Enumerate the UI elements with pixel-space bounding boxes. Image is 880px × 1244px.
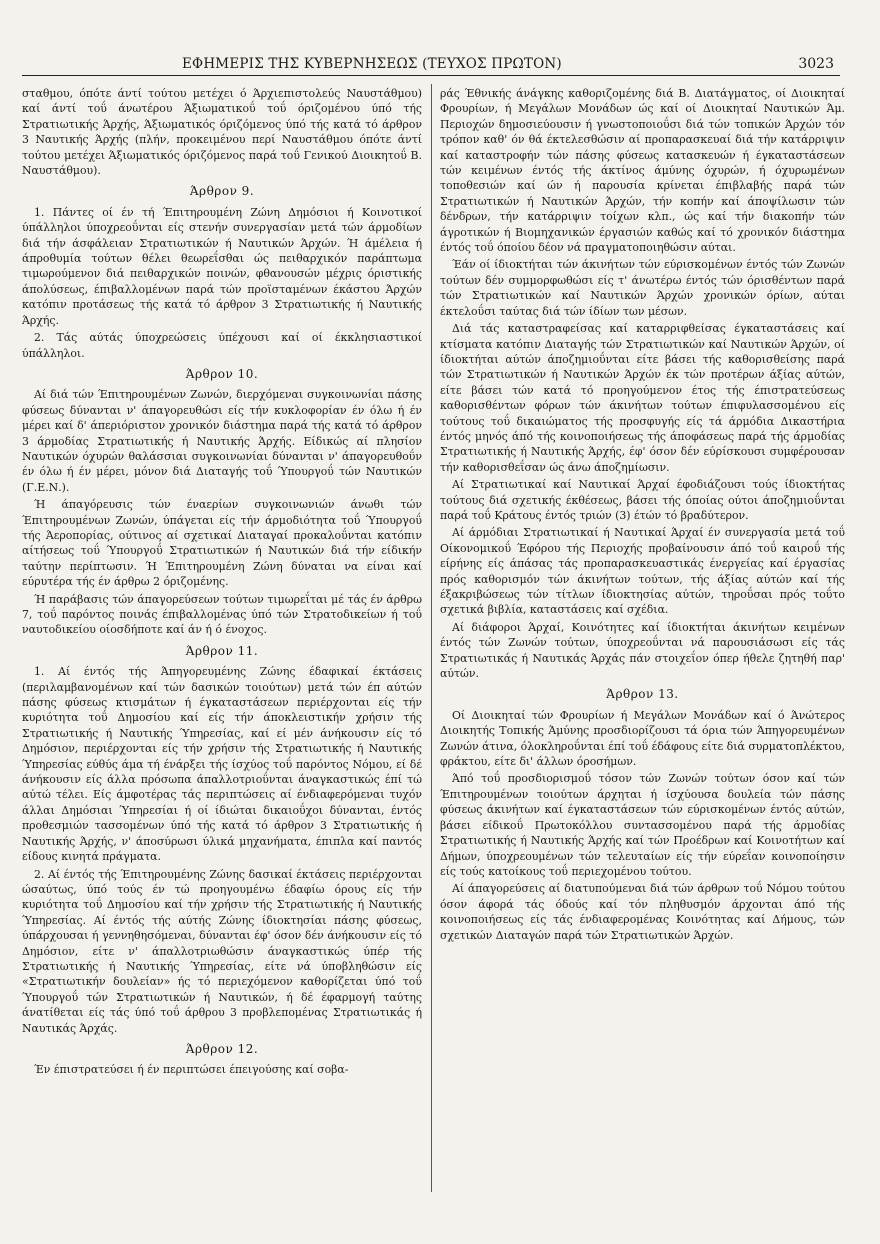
paragraph: 1. Πάντες οί έν τή Έπιτηρουμένη Ζώνη Δημόσιοι ή Κοινοτικοί ύπάλληλοι ύποχρεοΰνται είς στενήν συνεργασίαν μετά τών άρμοδίων διά τήν άσφάλειαν Στρατιωτικών ή Ναυτικών Άρχών. Ή άμέλεια ή άπροθυμία τούτων θέλει θεωρεΐσθαι ώς πειθαρχικόν παράπτωμα τιμωρούμενον διά πειθαρχικών ποινών, φθανουσών μέχρις όριστικής άπολύσεως, έπιβαλλομένων παρά τών προϊσταμένων έκάστου Άρχών κατόπιν προτάσεως τής κατά τό άρθρον 3 Στρατιωτικής ή Ναυτικής Άρχής. xyxy=(22,205,422,327)
paragraph: Διά τάς καταστραφείσας καί καταρριφθείσας έγκαταστάσεις καί κτίσματα κατόπιν Διαταγής τών Στρατιωτικών καί Ναυτικών Άρχών, οί ίδιοκτήται αύτών άποζημιοΰνται είτε βάσει τής καθορισθείσης παρά τών Στρατιωτικών ή Ναυτικών Άρχών έκ τών προτέρων άξίας αύτών, είτε βάσει τών κατά τό προηγούμενον έτος τής έπιστρατεύσεως καθορισθέντων φόρων τών άκινήτων τούτων έπιφυλασσομένου είς τούτους τοΰ δικαιώματος τής προσφυγής είς τά άρμόδια Δικαστήρια έντός μηνός άπό τής κοινοποιήσεως τής άποφάσεως παρά τής άρμοδίας Στρατιωτικής ή Ναυτικής Άρχής, έφ' όσον δέν εύρίσκουσι συμφέρουσαν τήν καθορισθεΐσαν ώς άνω άποζημίωσιν. xyxy=(440,322,845,474)
paragraph: Άπό τοΰ προσδιορισμοΰ τόσον τών Ζωνών τούτων όσον καί τών Έπιτηρουμένων τοιούτων άρχηται ή ίσχύουσα δουλεία τών πάσης φύσεως άκινήτων καί έγκαταστάσεων τών εύρισκομένων έντός αύτών, βάσει είδικοΰ Πρωτοκόλλου συντασσομένου παρά τής άρμοδίας Στρατιωτικής ή Ναυτικής Άρχής καί τών Προέδρων καί Κοινοτήτων καί Δήμων, ύποχρεουμένων τών τελευταίων είς τήν εύρεΐαν κοινοποίησιν είς τούς κατοίκους τοΰ περιεχομένου τούτου. xyxy=(440,772,845,878)
paragraph: Αί διά τών Έπιτηρουμένων Ζωνών, διερχόμεναι συγκοινωνίαι πάσης φύσεως δύνανται ν' άπαγορευθώσι είς τήν κυκλοφορίαν έν όλω ή έν μέρει καί δ' άπεριόριστον χρονικόν διάστημα παρά τής κατά τό άρθρον 3 άρμοδίας Στρατιωτικής ή Ναυτικής Άρχής. Είδικώς αί πλησίον Ναυτικών όχυρών θαλάσσιαι συγκοινωνίαι δύνανται ν' άπαγορευθοΰν έν όλω ή έν μέρει, μόνον διά Διαταγής τοΰ Ύπουργοΰ τών Ναυτικών (Γ.Ε.Ν.). xyxy=(22,388,422,494)
paragraph: Αί άρμόδιαι Στρατιωτικαί ή Ναυτικαί Άρχαί έν συνεργασία μετά τοΰ Οίκονομικοΰ Έφόρου τής Περιοχής προβαίνουσιν άπό τοΰ καιροΰ τής είρήνης είς άπάσας τάς προπαρασκευαστικάς ένεργείας καί έργασίας πρός καθορισμόν τών άκινήτων τούτων, τής άξίας αύτών καί τής έξακριβώσεως τών τίτλων ίδιοκτησίας αύτών, τηροΰσαι πρός τοΰτο σχετικά βιβλία, καταστάσεις καί σχέδια. xyxy=(440,526,845,617)
paragraph: Ή παράβασις τών άπαγορεύσεων τούτων τιμωρεΐται μέ τάς έν άρθρω 7, τοΰ παρόντος ποινάς έπιβαλλομένας ύπό τών Στρατοδικείων ή τοΰ ναυτοδικείου οίοσδήποτε καί άν ή ό ένοχος. xyxy=(22,592,422,637)
paragraph: Ή άπαγόρευσις τών έναερίων συγκοινωνιών άνωθι τών Έπιτηρουμένων Ζωνών, ύπάγεται είς τήν άρμοδιότητα τοΰ Ύπουργοΰ τής Άεροπορίας, ούτινος αί σχετικαί Διαταγαί προκαλοΰνται κατόπιν αίτήσεως τοΰ Ύπουργοΰ Στρατιωτικών ή Ναυτικών διά τήν είδικήν ταύτην περίπτωσιν. Ή Έπιτηρουμένη Ζώνη δύναται να είναι καί εύρυτέρα τής έν άρθρω 2 όριζομένης. xyxy=(22,498,422,589)
paragraph: Αί άπαγορεύσεις αί διατυπούμεναι διά τών άρθρων τοΰ Νόμου τούτου όσον άφορά τάς όδούς καί τόν πληθυσμόν άρχονται άπό τής κοινοποιήσεως είς τάς ένδιαφερομένας Κοινότητας καί Δήμους, τών σχετικών Διαταγών παρά τών Στρατιωτικών Άρχών. xyxy=(440,882,845,942)
paragraph: Έάν οί ίδιοκτήται τών άκινήτων τών εύρισκομένων έντός τών Ζωνών τούτων δέν συμμορφωθώσι είς τ' άνωτέρω έντός τών όρισθέντων παρά τών Στρατιωτικών καί Ναυτικών Άρχών χρονικών όρίων, αύται έκτελοΰσι ταύτας διά τών ίδίων των μέσων. xyxy=(440,258,845,318)
gazette-title: ΕΦΗΜΕΡΙΣ ΤΗΣ ΚΥΒΕΡΝΗΣΕΩΣ (ΤΕΥΧΟΣ ΠΡΩΤΟΝ) xyxy=(182,56,562,72)
paragraph: 1. Αί έντός τής Άπηγορευμένης Ζώνης έδαφικαί έκτάσεις (περιλαμβανομένων καί τών δασικών τοιούτων) μετά τών έπ αύτών πάσης φύσεως κτισμάτων ή έγκαταστάσεων περιέρχονται είς τήν κυριότητα τοΰ Δημοσίου καί είς τήν άποκλειστικήν χρήσιν τής Στρατιωτικής ή Ναυτικής Ύπηρεσίας, καί εί μέν άνήκουσιν είς τό Δημόσιον, περιέρχονται είς τήν χρήσιν τής Στρατιωτικής ή Ναυτικής Ύπηρεσίας εύθύς άμα τή ένάρξει τής ίσχύος τοΰ παρόντος Νόμου, εί δέ άνήκουσιν είς άλλα πρόσωπα άπαλλοτριοΰνται άναγκαστικώς έπί τώ αύτώ τέλει. Είς άμφοτέρας τάς περιπτώσεις αί ένδιαφερόμεναι τυχόν άλλαι Δημόσιαι Ύπηρεσίαι ή οί ίδιώται δικαιοΰχοι δύνανται, έντός προθεσμιών τασσομένων ύπό τής κατά τό άρθρον 3 Στρατιωτικής ή Ναυτικής Άρχής, ν' άποσύρωσι ύλικά μηχανήματα, έπιπλα καί παντός είδους κινητά πράγματα. xyxy=(22,665,422,864)
paragraph: ράς Έθνικής άνάγκης καθοριζομένης διά Β. Διατάγματος, οί Διοικηταί Φρουρίων, ή Μεγάλων Μονάδων ώς καί οί Διοικηταί Ναυτικών Άμ. Περιοχών δημοσιεύουσιν ή γνωστοποιοΰσι διά τών τοπικών Άρχών τόν τρόπον καθ' όν θά έκτελεσθώσιν αί προπαρασκευαί διά τήν κατάρριψιν καί καταστροφήν τών πάσης φύσεως κατασκευών ή έγκαταστάσεων τών κειμένων έντός τής άκτίνος άμύνης όχυρών, ή όχυρωμένων τοποθεσιών καί ών ή παρουσία κρίνεται έπιβλαβής παρά τών Στρατιωτικών ή Ναυτικών Άρχών, τήν κοπήν καί άποψίλωσιν τών δένδρων, τήν κατάρριψιν τοίχων κλπ., ώς καί τήν διακοπήν τών άγροτικών ή Βιομηχανικών έργασιών καθώς καί τό χρονικόν διάστημα έντός τοΰ όποίου δέον νά πραγματοποιηθώσιν αύται. xyxy=(440,87,845,255)
paragraph: Αί Στρατιωτικαί καί Ναυτικαί Άρχαί έφοδιάζουσι τούς ίδιοκτήτας τούτους διά σχετικής έκθέσεως, βάσει τής όποίας ούτοι άποζημιοΰνται παρά τοΰ Κράτους έντός τριών (3) έτών τό βραδύτερον. xyxy=(440,478,845,522)
page-header xyxy=(22,50,840,76)
article-heading: Άρθρον 13. xyxy=(606,687,679,702)
paragraph: 2. Τάς αύτάς ύποχρεώσεις ύπέχουσι καί οί έκκλησιαστικοί ύπάλληλοι. xyxy=(22,331,422,360)
paragraph: Αί διάφοροι Άρχαί, Κοινότητες καί ίδιοκτήται άκινήτων κειμένων έντός τών Ζωνών τούτων, ύποχρεοΰνται νά παρουσιάσωσι είς τάς Στρατιωτικάς ή Ναυτικάς Άρχάς πάν στοιχεΐον όπερ ήθελε ζητηθή παρ' αύτών. xyxy=(440,620,845,681)
page-number: 3023 xyxy=(798,56,834,72)
paragraph: σταθμου, όπότε άντί τούτου μετέχει ό Άρχιεπιστολεύς Ναυστάθμου) καί άντί τοΰ άνωτέρου Άξιωματικοΰ τοΰ όριζομένου ύπό τής Στρατιωτικής Άρχής, Άξιωματικός όριζόμενος ύπό τής κατά τό άρθρον 3 Ναυτικής Άρχής (πλήν, προκειμένου περί Ναυστάθμου όπότε άντί τούτου μετέχει Άξιωματικός όριζόμενος παρά τοΰ Γενικού Διοικητοΰ Β. Ναυστάθμου). xyxy=(22,87,422,178)
left-column xyxy=(22,86,422,1080)
paragraph: Οί Διοικηταί τών Φρουρίων ή Μεγάλων Μονάδων καί ό Άνώτερος Διοικητής Τοπικής Άμύνης προσδιορίζουσι τά όρια τών Άπηγορευμένων Ζωνών άτινα, όλοκληροΰνται έπί τοΰ έδάφους είτε διά συρματοπλέκτου, φράκτου, είτε δι' άλλων όροσήμων. xyxy=(440,708,845,769)
article-heading: Άρθρον 11. xyxy=(185,643,259,658)
article-heading: Άρθρον 9. xyxy=(189,184,255,199)
article-heading: Άρθρον 12. xyxy=(185,1041,259,1056)
right-column xyxy=(440,86,845,945)
article-heading: Άρθρον 10. xyxy=(185,366,259,381)
paragraph: Έν έπιστρατεύσει ή έν περιπτώσει έπειγούσης καί σοβα- xyxy=(34,1063,349,1077)
paragraph: 2. Αί έντός τής Έπιτηρουμένης Ζώνης δασικαί έκτάσεις περιέρχονται ώσαύτως, ύπό τούς έν τώ προηγουμένω έδαφίω όρους είς τήν κυριότητα τοΰ Δημοσίου καί τήν χρήσιν τής Στρατιωτικής ή Ναυτικής Ύπηρεσίας. Αί έντός τής αύτής Ζώνης ίδιοκτησίαι πάσης φύσεως, ύπάρχουσαι ή γεννηθησόμεναι, δύνανται έφ' όσον δέν άνήκουσιν είς τό Δημόσιον, είτε ν' άπαλλοτριωθώσιν άναγκαστικώς ύπέρ τής Στρατιωτικής ή Ναυτικής Ύπηρεσίας, είτε νά ύποβληθώσιν είς «Στρατιωτικήν δουλείαν» ής τό περιεχόμενον καθορίζεται ύπό τοΰ Ύπουργοΰ τών Στρατιωτικών ή Ναυτικών, ή δέ έφαρμογή ταύτης άνατίθεται είς τάς ύπό τοΰ άρθρου 3 προβλεπομένας Στρατιωτικάς ή Ναυτικάς Άρχάς. xyxy=(22,867,422,1035)
column-divider xyxy=(431,84,432,1192)
